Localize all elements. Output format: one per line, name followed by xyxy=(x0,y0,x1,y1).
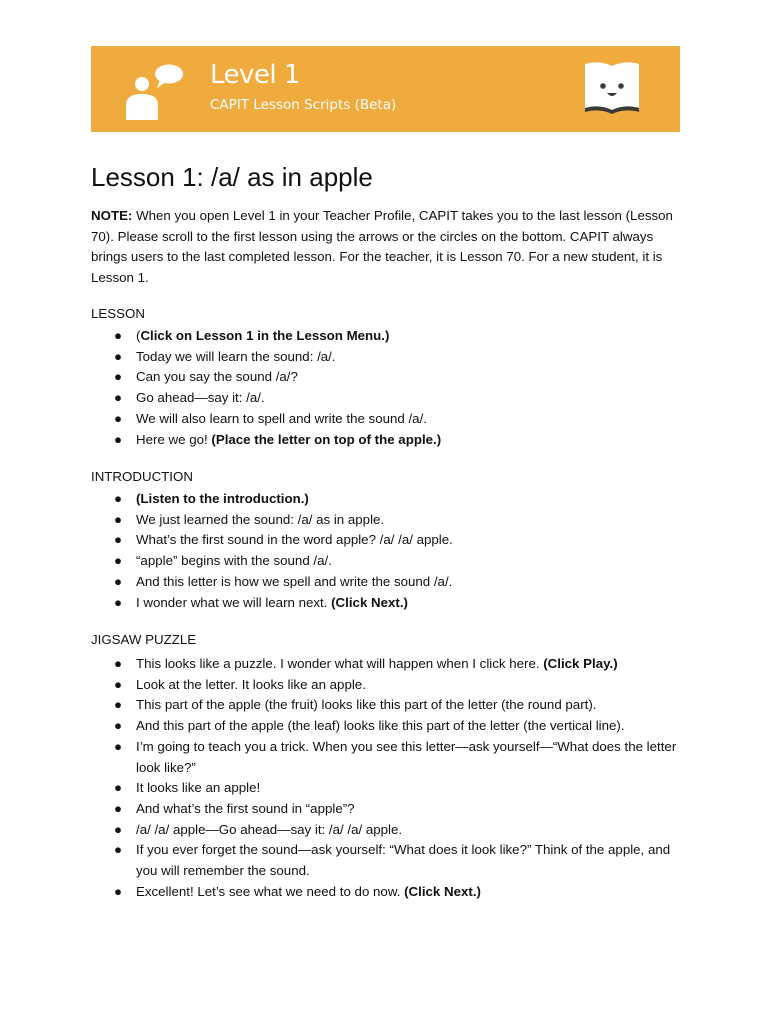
list-item: ● And this part of the apple (the leaf) looks like this part of the letter (the vertical line). xyxy=(0,716,682,737)
lesson-list xyxy=(0,326,768,450)
bullet-icon: ● xyxy=(114,431,123,447)
header-banner xyxy=(91,46,680,132)
banner-title: Level 1 xyxy=(210,60,300,90)
bullet-icon: ● xyxy=(114,821,123,837)
bullet-icon: ● xyxy=(114,842,123,858)
section-heading-introduction: INTRODUCTION xyxy=(91,469,193,484)
bullet-icon: ● xyxy=(114,532,123,548)
bullet-icon: ● xyxy=(114,511,123,527)
lesson-title: Lesson 1: /a/ as in apple xyxy=(91,162,373,192)
bullet-icon: ● xyxy=(114,594,123,610)
banner-subtitle: CAPIT Lesson Scripts (Beta) xyxy=(210,97,397,113)
list-item: ● “apple” begins with the sound /a/. xyxy=(0,551,682,572)
list-item: ● We just learned the sound: /a/ as in apple. xyxy=(0,510,682,531)
bullet-icon: ● xyxy=(114,780,123,796)
list-item: ● (Listen to the introduction.) xyxy=(0,489,682,510)
bullet-icon: ● xyxy=(114,491,123,506)
list-item: ● And this letter is how we spell and write the sound /a/. xyxy=(0,572,682,593)
bullet-icon: ● xyxy=(114,738,123,754)
section-heading-jigsaw-puzzle: JIGSAW PUZZLE xyxy=(91,632,197,647)
section-heading-lesson: LESSON xyxy=(91,306,145,321)
list-item: ● This looks like a puzzle. I wonder what will happen when I click here. (Click Play.) xyxy=(0,654,682,675)
list-item: ● We will also learn to spell and write the sound /a/. xyxy=(0,409,682,430)
list-item: ● /a/ /a/ apple—Go ahead—say it: /a/ /a/ apple. xyxy=(0,820,682,841)
bullet-icon: ● xyxy=(114,328,123,343)
list-item: ● I wonder what we will learn next. (Click Next.) xyxy=(0,593,682,614)
bullet-icon: ● xyxy=(114,369,123,385)
list-item: ● Here we go! (Place the letter on top of the apple.) xyxy=(0,430,682,451)
bullet-icon: ● xyxy=(114,348,123,364)
bullet-icon: ● xyxy=(114,676,123,692)
list-item: ● It looks like an apple! xyxy=(0,778,682,799)
list-item: ● And what’s the first sound in “apple”? xyxy=(0,799,682,820)
bullet-icon: ● xyxy=(114,390,123,406)
bullet-icon: ● xyxy=(114,553,123,569)
smiling-book-icon xyxy=(581,56,643,118)
introduction-list xyxy=(0,489,768,613)
note-label: NOTE: xyxy=(91,208,133,223)
list-item: ● (Click on Lesson 1 in the Lesson Menu.) xyxy=(0,326,682,347)
list-item: ● What’s the first sound in the word apple? /a/ /a/ apple. xyxy=(0,530,682,551)
list-item: ● I’m going to teach you a trick. When you see this letter—ask yourself—“What does the letter look like?” xyxy=(114,738,677,775)
bullet-icon: ● xyxy=(114,883,123,899)
bullet-icon: ● xyxy=(114,410,123,426)
list-item: ● Go ahead—say it: /a/. xyxy=(0,388,682,409)
list-item: ● Excellent! Let’s see what we need to do now. (Click Next.) xyxy=(0,882,682,903)
person-speech-bubble-icon xyxy=(117,60,185,122)
bullet-icon: ● xyxy=(114,697,123,713)
bullet-icon: ● xyxy=(114,718,123,734)
list-item: ● Can you say the sound /a/? xyxy=(0,367,682,388)
bullet-icon: ● xyxy=(114,656,123,671)
note-paragraph xyxy=(91,206,681,289)
list-item: ● This part of the apple (the fruit) looks like this part of the letter (the round part). xyxy=(0,695,682,716)
note-text: When you open Level 1 in your Teacher Profile, CAPIT takes you to the last lesson (Lesson 70). Please scroll to the first lesson using the arrows or the circles on the bottom. CAPIT always brings users to the last completed lesson. For the teacher, it is Lesson 70. For a new student, it is Lesson 1. xyxy=(91,208,673,286)
list-item: ● If you ever forget the sound—ask yourself: “What does it look like?” Think of the apple, and you will remember the sound. xyxy=(114,842,671,879)
bullet-icon: ● xyxy=(114,800,123,816)
list-item: ● Today we will learn the sound: /a/. xyxy=(0,347,682,368)
jigsaw-puzzle-list xyxy=(0,654,768,902)
list-item: ● Look at the letter. It looks like an apple. xyxy=(0,675,682,696)
bullet-icon: ● xyxy=(114,573,123,589)
